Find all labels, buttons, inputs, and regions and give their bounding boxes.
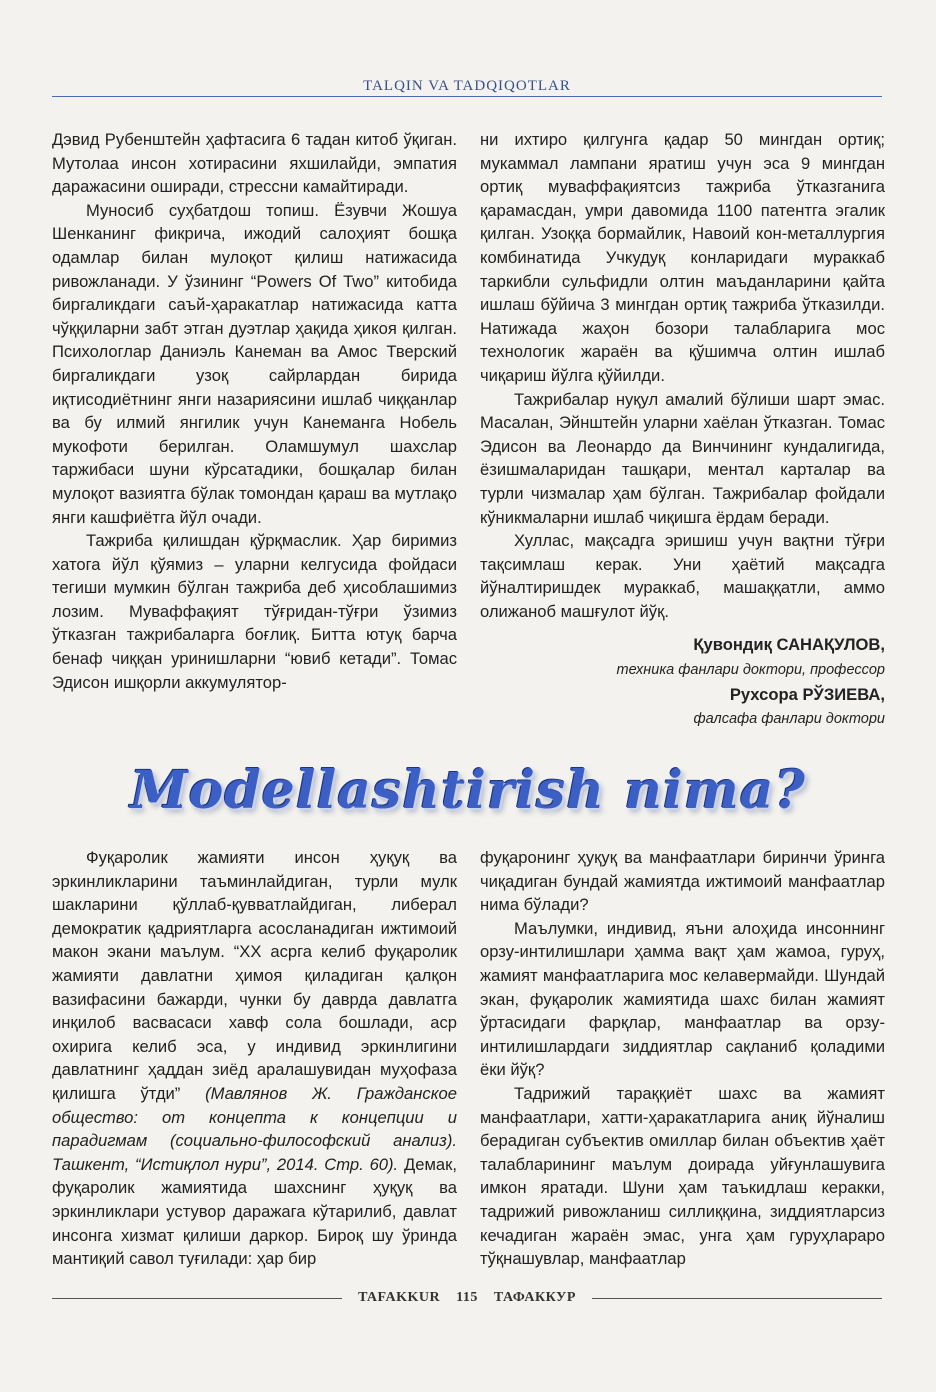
paragraph: Тажрибалар нуқул амалий бўлиши шарт эмас. Масалан, Эйнштейн уларни хаёлан ўтказган. Томас Эдисон ва Леонардо да Винчининг кундалигида, ёзишмаларидан ташқари, ментал карталар ва турли чизмалар ҳам бўлган. Тажрибалар фойдали кўникмаларни ишлаб чиқишга ёрдам беради. <box>480 389 885 527</box>
article2-title-wrap <box>0 760 936 821</box>
article1-column-left <box>52 128 457 694</box>
article2-column-left <box>52 846 457 1271</box>
paragraph: Муносиб суҳбатдош топиш. Ёзувчи Жошуа Шенканинг фикрича, ижодий салоҳият бошқа одамлар билан мулоқот қилиш натижасида ривожланади. У ўзининг “Powers Of Two” китобида биргаликдаги саъй-ҳаракатлар натижасида катта чўққиларни забт этган дуэтлар ҳақида ҳикоя қилган. Психологлар Даниэль Канеман ва Амос Тверский биргаликдаги узоқ сайрлардан бирида иқтисодиётнинг янги назариясини ишлаб чиққанлар ва бу илмий янгилик учун Канеманга Нобель мукофоти берилган. Оламшумул шахслар таржибаси шуни кўрсатадики, бошқалар билан мулоқот вазиятга бўлак томондан қараш ва мутлақо янги кашфиётга йўл очади. <box>52 200 457 527</box>
paragraph: ни ихтиро қилгунга қадар 50 мингдан ортиқ; мукаммал лампани яратиш учун эса 9 мингдан ортиқ муваффақиятсиз тажриба ўтказганига қарамасдан, умри давомида 1100 патентга эгалик қилган. Узоққа бормайлик, Навоий кон-металлургия комбинатида Учкудуқ конларидаги мураккаб таркибли сульфидли олтин маъданларини қайта ишлаш бўйича 3 мингдан ортиқ тажриба ўтказилди. Натижада жаҳон бозори талабларига мос технологик жараён ва қўшимча олтин ишлаб чиқариш йўлга қўйилди. <box>480 130 885 385</box>
signature-block <box>480 633 885 731</box>
paragraph <box>52 846 457 1271</box>
article1-column-right <box>480 128 885 732</box>
paragraph-text: Демак, фуқаролик жамиятида шахснинг ҳуқуқ ва эркинликлари устувор даражага кўтарилиб, давлат инсонга хизмат қилиши даркор. Бироқ шу ўринда мантиқий савол туғилади: ҳар бир <box>52 1154 457 1269</box>
header-rule <box>52 96 882 97</box>
author-role: техника фанлари доктори, профессор <box>616 662 885 679</box>
paragraph: Маълумки, индивид, яъни алоҳида инсоннинг орзу-интилишлари ҳамма вақт ҳам жамоа, гуруҳ, жамият манфаатларига мос келавермайди. Шундай экан, фуқаролик жамиятида шахс билан жамият ўртасидаги фарқлар, манфаатлар ва орзу-интилишлардаги зиддиятлар сақланиб қоладими ёки йўқ? <box>480 918 885 1080</box>
paragraph: фуқаронинг ҳуқуқ ва манфаатлари биринчи ўринга чиқадиган бундай жамиятда ижтимоий манфаатлар нима бўлади? <box>480 848 885 915</box>
paragraph: Дэвид Рубенштейн ҳафтасига 6 тадан китоб ўқиган. Мутолаа инсон хотирасини яхшилайди, эмпатия даражасини оширади, стрессни камайтиради. <box>52 130 457 197</box>
author-role: фалсафа фанлари доктори <box>693 711 885 728</box>
section-header: TALQIN VA TADQIQOTLAR <box>363 78 571 94</box>
author-name: Рухсора РЎЗИЕВА, <box>729 684 885 704</box>
footer-text <box>342 1290 592 1306</box>
citation: (Мавлянов Ж. Гражданское общество: от концепта к концепции и парадигмам (социально-философский анализ). Ташкент, “Истиқлол нури”, 2014. Стр. 60). <box>52 1083 457 1174</box>
footer-rule-right <box>592 1298 882 1299</box>
author-name: Қувондиқ САНАҚУЛОВ, <box>693 635 885 655</box>
magazine-name-latin: TAFAKKUR <box>358 1290 441 1305</box>
paragraph: Хуллас, мақсадга эришиш учун вақтни тўғри тақсимлаш керак. Уни ҳаётий мақсадга йўналтиришдек мураккаб, машаққатли, аммо олижаноб машғулот йўқ. <box>480 531 885 621</box>
paragraph: Тажриба қилишдан қўрқмаслик. Ҳар биримиз хатога йўл қўямиз – уларни келгусида фойдаси тегиши мумкин бўлган тажриба деб ҳисоблашимиз лозим. Муваффақият тўғридан-тўғри ўзимиз ўтказган тажрибаларга боғлиқ. Битта ютуқ барча бенаф чиққан уринишларни “ювиб кетади”. Томас Эдисон ишқорли аккумулятор- <box>52 531 457 692</box>
magazine-name-cyrillic: ТАФАККУР <box>493 1290 576 1305</box>
page-number: 115 <box>456 1290 478 1305</box>
footer-rule-left <box>52 1298 342 1299</box>
page-footer <box>52 1290 882 1306</box>
paragraph: Тадрижий тараққиёт шахс ва жамият манфаатлари, хатти-ҳаракатларига аниқ йўналиш берадиган субъектив омиллар билан объектив ҳаёт талабларининг маълум доирада уйғунлашувига имкон яратади. Шуни ҳам таъкидлаш керакки, тадрижий ривожланиш силлиққина, зиддиятларсиз кечадиган жараён эмас, унга ҳам гуруҳлараро тўқнашувлар, манфаатлар <box>480 1083 885 1269</box>
article-title: Modellashtirish nima? <box>130 760 806 821</box>
paragraph-text: Фуқаролик жамияти инсон ҳуқуқ ва эркинликларини таъминлайдиган, турли мулк шакларини қўллаб-қувватлайдиган, либерал демократик қадриятларга асосланадиган ижтимоий макон экани маълум. “ХХ асрга келиб фуқаролик жамияти давлатни ҳимоя қиладиган қалқон вазифасини бажарди, чунки бу даврда давлатга инқилоб васвасаси хавф сола бошлади, аср охирига келиб эса, у индивид эркинлигини давлатнинг ҳаддан зиёд аралашувидан муҳофаза қилишга ўтди” <box>52 848 457 1103</box>
article2-column-right <box>480 846 885 1271</box>
